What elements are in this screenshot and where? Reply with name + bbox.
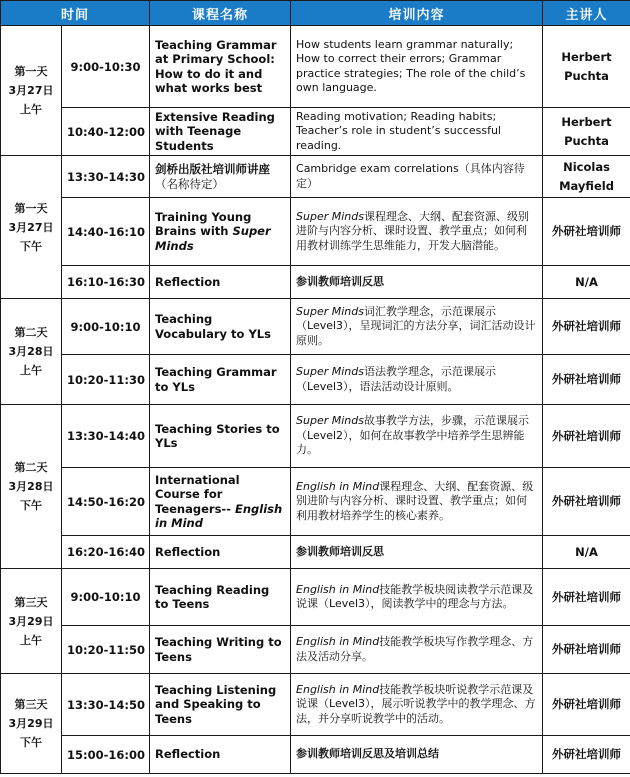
session-time: 14:40-16:10	[62, 198, 150, 266]
training-content: Super Minds语法教学理念，示范课展示（Level3），语法活动设计原则。	[291, 355, 543, 405]
speaker: 外研社培训师	[543, 674, 630, 736]
session-time: 9:00-10:10	[62, 299, 150, 355]
session-time: 13:30-14:50	[62, 674, 150, 736]
session-time: 15:00-16:00	[62, 736, 150, 774]
training-content: English in Mind技能教学板块听说教学示范课及说课（Level3），展示听说教学中的教学理念、方法，并分享听说教学中的活动。	[291, 674, 543, 736]
speaker: 外研社培训师	[543, 626, 630, 674]
course-name: Extensive Reading with Teenage Students	[150, 108, 291, 156]
header-row	[1, 1, 630, 26]
day-label: 第二天 3月28日 上午	[1, 299, 62, 405]
training-content: English in Mind课程理念、大纲、配套资源、级别进阶与内容分析、课时设置、教学重点；如何利用教材培养学生的核心素养。	[291, 468, 543, 536]
table-row	[1, 626, 630, 674]
course-name: Training Young Brains with Super Minds	[150, 198, 291, 266]
header-content: 培训内容	[291, 1, 543, 26]
course-name: Reflection	[150, 266, 291, 299]
course-name: Teaching Reading to Teens	[150, 569, 291, 626]
session-time: 10:20-11:30	[62, 355, 150, 405]
day-label: 第一天 3月27日 上午	[1, 26, 62, 156]
session-time: 13:30-14:30	[62, 156, 150, 198]
session-time: 13:30-14:40	[62, 405, 150, 468]
speaker: 外研社培训师	[543, 355, 630, 405]
speaker: N/A	[543, 266, 630, 299]
day-label: 第三天 3月29日 下午	[1, 674, 62, 774]
course-name: Reflection	[150, 536, 291, 569]
speaker: 外研社培训师	[543, 569, 630, 626]
session-time: 9:00-10:30	[62, 26, 150, 108]
table-row	[1, 536, 630, 569]
session-time: 16:20-16:40	[62, 536, 150, 569]
course-name: Teaching Vocabulary to YLs	[150, 299, 291, 355]
course-name: Teaching Grammar to YLs	[150, 355, 291, 405]
training-content: Reading motivation; Reading habits; Teacher’s role in student’s successful reading.	[291, 108, 543, 156]
speaker: 外研社培训师	[543, 405, 630, 468]
day-label: 第二天 3月28日 下午	[1, 405, 62, 569]
header-course: 课程名称	[150, 1, 291, 26]
table-row	[1, 26, 630, 108]
table-row	[1, 156, 630, 198]
table-row	[1, 569, 630, 626]
speaker: Nicolas Mayfield	[543, 156, 630, 198]
training-content: 参训教师培训反思	[291, 266, 543, 299]
day-label: 第一天 3月27日 下午	[1, 156, 62, 299]
header-time: 时间	[1, 1, 150, 26]
session-time: 9:00-10:10	[62, 569, 150, 626]
speaker: 外研社培训师	[543, 468, 630, 536]
training-content: 参训教师培训反思及培训总结	[291, 736, 543, 774]
table-row	[1, 468, 630, 536]
course-name: Teaching Grammar at Primary School: How to do it and what works best	[150, 26, 291, 108]
course-name: Reflection	[150, 736, 291, 774]
table-row	[1, 198, 630, 266]
training-content: Super Minds词汇教学理念，示范课展示（Level3），呈现词汇的方法分享，词汇活动设计原则。	[291, 299, 543, 355]
table-row	[1, 108, 630, 156]
table-row	[1, 674, 630, 736]
training-content: English in Mind技能教学板块阅读教学示范课及说课（Level3），阅读教学中的理念与方法。	[291, 569, 543, 626]
speaker: N/A	[543, 536, 630, 569]
speaker: Herbert Puchta	[543, 108, 630, 156]
day-label: 第三天 3月29日 上午	[1, 569, 62, 674]
session-time: 10:40-12:00	[62, 108, 150, 156]
table-row	[1, 355, 630, 405]
table-row	[1, 266, 630, 299]
session-time: 16:10-16:30	[62, 266, 150, 299]
training-content: Super Minds课程理念、大纲、配套资源、级别进阶与内容分析、课时设置、教学重点；如何利用教材训练学生思维能力，开发大脑潜能。	[291, 198, 543, 266]
course-name: 剑桥出版社培训师讲座 （名称待定）	[150, 156, 291, 198]
training-content: 参训教师培训反思	[291, 536, 543, 569]
header-speaker: 主讲人	[543, 1, 630, 26]
training-content: English in Mind技能教学板块写作教学理念、方法及活动分享。	[291, 626, 543, 674]
session-time: 10:20-11:50	[62, 626, 150, 674]
course-name: Teaching Stories to YLs	[150, 405, 291, 468]
session-time: 14:50-16:20	[62, 468, 150, 536]
training-content: How students learn grammar naturally; How to correct their errors; Grammar practice strategies; The role of the child’s own language.	[291, 26, 543, 108]
table-row	[1, 299, 630, 355]
course-name: Teaching Listening and Speaking to Teens	[150, 674, 291, 736]
course-name: International Course for Teenagers-- English in Mind	[150, 468, 291, 536]
training-content: Cambridge exam correlations（具体内容待定）	[291, 156, 543, 198]
table-row	[1, 405, 630, 468]
speaker: 外研社培训师	[543, 736, 630, 774]
training-content: Super Minds故事教学方法，步骤，示范课展示（Level2），如何在故事教学中培养学生思辨能力。	[291, 405, 543, 468]
course-name: Teaching Writing to Teens	[150, 626, 291, 674]
speaker: 外研社培训师	[543, 198, 630, 266]
table-row	[1, 736, 630, 774]
speaker: 外研社培训师	[543, 299, 630, 355]
speaker: Herbert Puchta	[543, 26, 630, 108]
